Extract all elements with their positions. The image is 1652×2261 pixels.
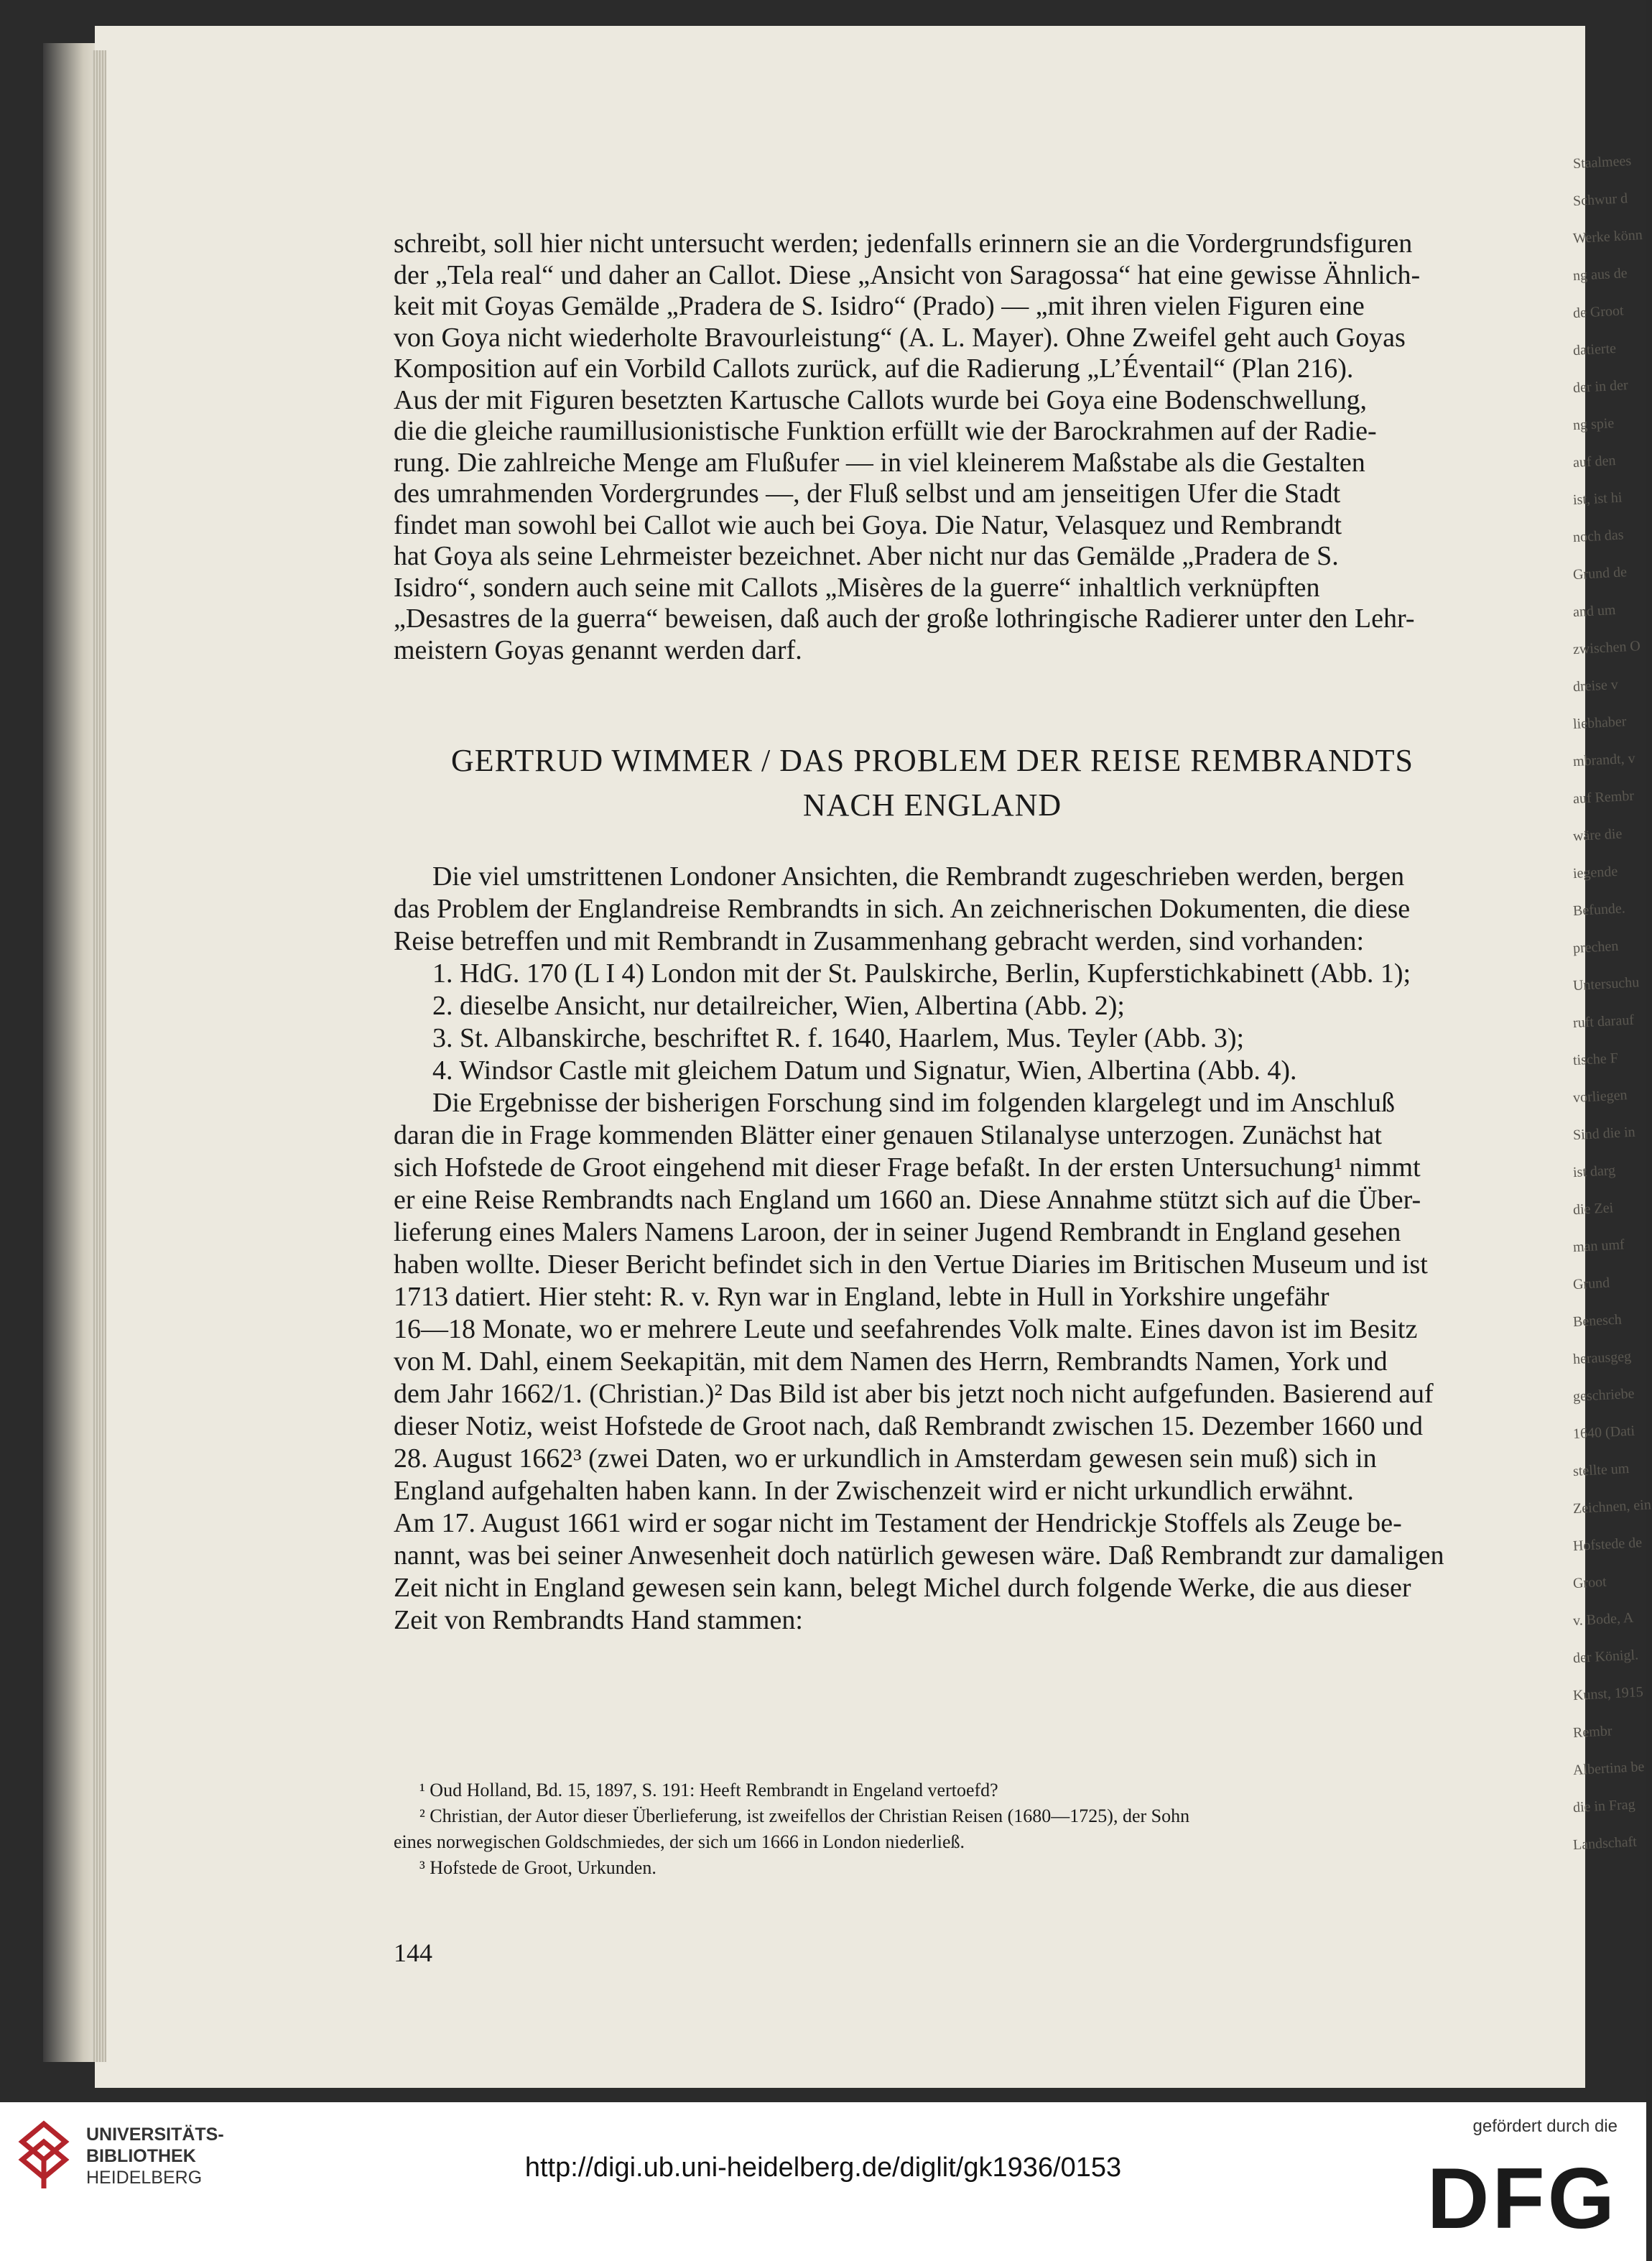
text-line: Reise betreffen und mit Rembrandt in Zusammenhang gebracht werden, sind vorhanden: (394, 926, 1365, 956)
bleed-text: Hofstede de (1572, 1535, 1643, 1555)
permalink[interactable]: http://digi.ub.uni-heidelberg.de/diglit/gk1936/0153 (524, 2153, 1122, 2183)
footnote: ¹ Oud Holland, Bd. 15, 1897, S. 191: Heeft Rembrandt in Engeland vertoefd? (419, 1780, 998, 1800)
library-name-line: HEIDELBERG (86, 2168, 203, 2188)
bleed-text: and um (1572, 601, 1616, 621)
bleed-text: liebhaber (1572, 713, 1627, 733)
text-line: nannt, was bei seiner Anwesenheit doch natürlich gewesen wäre. Daß Rembrandt zur damaligen (394, 1540, 1444, 1571)
text-line: Am 17. August 1661 wird er sogar nicht im Testament der Hendrickje Stoffels als Zeuge be- (394, 1508, 1402, 1538)
article-body (394, 861, 1471, 1637)
text-line: schreibt, soll hier nicht untersucht werden; jedenfalls erinnern sie an die Vordergrundsfiguren (394, 228, 1413, 259)
bleed-text: man umf (1572, 1236, 1625, 1256)
text-line: der „Tela real“ und daher an Callot. Diese „Ansicht von Saragossa“ hat eine gewisse Ähnlich- (394, 259, 1421, 290)
bleed-text: Sind die in (1572, 1124, 1636, 1144)
list-item: 4. Windsor Castle mit gleichem Datum und Signatur, Wien, Albertina (Abb. 4). (432, 1055, 1297, 1086)
text-line: England aufgehalten haben kann. In der Zwischenzeit wird er nicht urkundlich erwähnt. (394, 1476, 1354, 1506)
text-line: „Desastres de la guerra“ beweisen, daß auch der große lothringische Radierer unter den Lehr- (394, 604, 1415, 634)
dfg-logo: DFG (1426, 2150, 1618, 2247)
library-name-line: UNIVERSITÄTS- (86, 2124, 224, 2145)
bleed-text: herausgeg (1572, 1348, 1632, 1368)
text-line: Isidro“, sondern auch seine mit Callots „Misères de la guerre“ inhaltlich verknüpften (394, 572, 1320, 603)
bleed-text: Grund de (1572, 564, 1628, 583)
bleed-text: ist, ist hi (1572, 489, 1623, 509)
text-line: dieser Notiz, weist Hofstede de Groot nach, daß Rembrandt zwischen 15. Dezember 1660 und (394, 1411, 1424, 1441)
text-line: 16—18 Monate, wo er mehrere Leute und seefahrendes Volk malte. Eines davon ist im Besitz (394, 1314, 1418, 1344)
footnotes (394, 1777, 1471, 1881)
bleed-text: datierte (1572, 340, 1617, 359)
text-line: 28. August 1662³ (zwei Daten, wo er urkundlich in Amsterdam gewesen sein muß) sich in (394, 1443, 1377, 1474)
footnote: ² Christian, der Autor dieser Überlieferung, ist zweifellos der Christian Reisen (1680—1725), der Sohn (419, 1805, 1190, 1826)
bleed-text: Groot (1572, 1573, 1607, 1592)
bleed-text: der Königl. (1572, 1647, 1639, 1667)
bleed-text: vorliegen (1572, 1087, 1628, 1106)
bleed-text: Zeichnen, ein (1572, 1497, 1652, 1517)
bleed-text: iegende (1572, 863, 1618, 882)
bleed-text: ist darg (1572, 1162, 1616, 1181)
text-line: Komposition auf ein Vorbild Callots zurück, auf die Radierung „L’Éventail“ (Plan 216). (394, 353, 1354, 384)
library-name-line: BIBLIOTHEK (86, 2146, 196, 2166)
bleed-text: Schwur d (1572, 190, 1628, 210)
text-line: des umrahmenden Vordergrundes —, der Fluß selbst und am jenseitigen Ufer die Stadt (394, 478, 1341, 509)
bleed-text: ruft darauf (1572, 1012, 1635, 1032)
bleed-text: Werke könn (1572, 227, 1643, 247)
bleed-text: ng spie (1572, 415, 1615, 434)
bleed-text: Rembr (1572, 1723, 1612, 1742)
text-line: er eine Reise Rembrandts nach England um 1660 an. Diese Annahme stützt sich auf die Über- (394, 1185, 1421, 1215)
bleed-text: die in Frag (1572, 1796, 1636, 1816)
text-line: die die gleiche raumillusionistische Funktion erfüllt wie der Barockrahmen auf der Radie- (394, 416, 1377, 446)
text-line: Die viel umstrittenen Londoner Ansichten, die Rembrandt zugeschrieben werden, bergen (432, 861, 1405, 892)
text-line: rung. Die zahlreiche Menge am Flußufer — in viel kleinerem Maßstabe als die Gestalten (394, 447, 1365, 478)
page-edges (92, 50, 106, 2062)
bleed-text: Staalmees (1572, 152, 1632, 172)
text-line: meistern Goyas genannt werden darf. (394, 634, 802, 665)
bleed-text: geschriebe (1572, 1385, 1635, 1405)
text-line: keit mit Goyas Gemälde „Pradera de S. Isidro“ (Prado) — „mit ihren vielen Figuren eine (394, 291, 1365, 321)
heading-line: GERTRUD WIMMER / DAS PROBLEM DER REISE REMBRANDTS (451, 743, 1414, 778)
text-line: Aus der mit Figuren besetzten Kartusche Callots wurde bei Goya eine Bodenschwellung, (394, 384, 1367, 415)
article-heading (394, 739, 1471, 828)
text-line: von M. Dahl, einem Seekapitän, mit dem Namen des Herrn, Rembrandts Namen, York und (394, 1346, 1388, 1377)
heading-line: NACH ENGLAND (802, 787, 1062, 823)
bleed-text: Grund (1572, 1275, 1610, 1293)
bleed-text: de Groot (1572, 302, 1625, 322)
bleed-text: tische F (1572, 1050, 1619, 1069)
bleed-text: Albertina be (1572, 1758, 1645, 1779)
bleed-text: zwischen O (1572, 638, 1641, 658)
text-line: lieferung eines Malers Namens Laroon, der in seiner Jugend Rembrandt in England gesehen (394, 1217, 1401, 1247)
bleed-text: der in der (1572, 377, 1629, 397)
text-line: von Goya nicht wiederholte Bravourleistung“ (A. L. Mayer). Ohne Zweifel geht auch Goyas (394, 322, 1406, 353)
text-line: Zeit nicht in England gewesen sein kann, belegt Michel durch folgende Werke, die aus dieser (394, 1573, 1411, 1603)
footnote: ³ Hofstede de Groot, Urkunden. (419, 1857, 656, 1878)
repository-footer (0, 2102, 1646, 2261)
bleed-text: die Zei (1572, 1200, 1614, 1219)
bleed-text: auf den (1572, 452, 1616, 471)
bleed-text: Befunde. (1572, 900, 1626, 920)
bleed-text: dreise v (1572, 676, 1619, 695)
list-item: 3. St. Albanskirche, beschriftet R. f. 1640, Haarlem, Mus. Teyler (Abb. 3); (432, 1023, 1245, 1053)
text-line: dem Jahr 1662/1. (Christian.)² Das Bild ist aber bis jetzt noch nicht aufgefunden. Basierend auf (394, 1379, 1434, 1409)
bleed-text: wäre die (1572, 826, 1623, 845)
text-line: findet man sowohl bei Callot wie auch bei Goya. Die Natur, Velasquez und Rembrandt (394, 509, 1342, 540)
bleed-text: prechen (1572, 938, 1619, 957)
list-item: 2. dieselbe Ansicht, nur detailreicher, Wien, Albertina (Abb. 2); (432, 991, 1125, 1021)
list-item: 1. HdG. 170 (L I 4) London mit der St. Paulskirche, Berlin, Kupferstichkabinett (Abb. 1); (432, 958, 1411, 989)
text-line: hat Goya als seine Lehrmeister bezeichnet. Aber nicht nur das Gemälde „Pradera de S. (394, 541, 1339, 571)
text-line: Die Ergebnisse der bisherigen Forschung sind im folgenden klargelegt und im Anschluß (432, 1088, 1395, 1118)
text-line: das Problem der Englandreise Rembrandts in sich. An zeichnerischen Dokumenten, die diese (394, 894, 1411, 924)
bleed-text: mbrandt, v (1572, 750, 1636, 770)
text-line: daran die in Frage kommenden Blätter einer genauen Stilanalyse unterzogen. Zunächst hat (394, 1120, 1382, 1150)
bleed-text: noch das (1572, 527, 1625, 546)
bleed-text: Kunst, 1915 (1572, 1683, 1644, 1704)
footnote: eines norwegischen Goldschmiedes, der sich um 1666 in London niederließ. (394, 1831, 965, 1852)
bleed-text: Benesch (1572, 1311, 1623, 1331)
text-line: haben wollte. Dieser Bericht befindet sich in den Vertue Diaries im Britischen Museum und ist (394, 1249, 1428, 1280)
text-line: 1713 datiert. Hier steht: R. v. Ryn war in England, lebte in Hull in Yorkshire ungefähr (394, 1282, 1330, 1312)
facing-page-bleed (1572, 144, 1652, 1940)
text-line: Zeit von Rembrandts Hand stammen: (394, 1605, 803, 1635)
bleed-text: Untersuchu (1572, 974, 1640, 994)
top-paragraph (394, 228, 1471, 666)
funding-note: gefördert durch die (1472, 2117, 1618, 2136)
bleed-text: 1640 (Dati (1572, 1423, 1635, 1443)
bleed-text: auf Rembr (1572, 787, 1635, 808)
bleed-text: ng aus de (1572, 265, 1628, 285)
text-line: sich Hofstede de Groot eingehend mit dieser Frage befaßt. In der ersten Untersuchung¹ nimmt (394, 1152, 1421, 1183)
bleed-text: Landschaft (1572, 1834, 1638, 1854)
page-number: 144 (394, 1938, 432, 1967)
bleed-text: stellte um (1572, 1461, 1630, 1480)
bleed-text: v. Bode, A (1572, 1609, 1634, 1629)
